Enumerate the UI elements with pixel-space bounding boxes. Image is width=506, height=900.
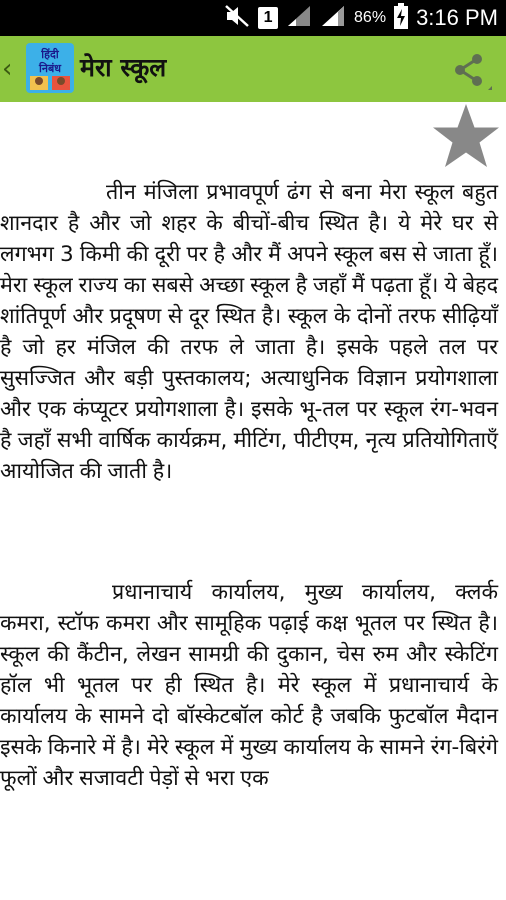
page-title: मेरा स्कूल <box>80 53 167 82</box>
signal-icon <box>320 4 346 33</box>
essay-paragraph: प्रधानाचार्य कार्यालय, मुख्य कार्यालय, क्लर्क कमरा, स्टॉफ कमरा और सामूहिक पढ़ाई कक्ष भूतल पर स्थित है। स्कूल की कैंटीन, लेखन सामग्री की दुकान, चेस रुम और स्केटिंग हॉल भी भूतल पर ही स्थित है। मेरे स्कूल में प्रधानाचार्य के कार्यालय के सामने दो बॉस्केटबॉल कोर्ट है जबकि फुटबॉल मैदान इसके किनारे में है। मेरे स्कूल में मुख्य कार्यालय के सामने रंग-बिरंगे फूलों और सजावटी पेड़ों से भरा एक <box>0 580 498 791</box>
battery-charging-icon <box>394 3 408 34</box>
chevron-left-icon[interactable]: ‹ <box>2 54 13 84</box>
share-icon <box>446 46 494 94</box>
status-bar <box>0 0 506 36</box>
signal-icon <box>286 4 312 33</box>
battery-percent: 86% <box>354 9 387 26</box>
app-icon-label-1: हिंदी <box>41 48 59 61</box>
essay-content[interactable] <box>0 102 506 820</box>
app-bar <box>0 36 506 102</box>
app-icon[interactable] <box>26 43 74 93</box>
share-button[interactable] <box>446 46 494 94</box>
clock: 3:16 PM <box>416 5 498 30</box>
star-icon <box>431 102 501 172</box>
status-icons <box>224 0 498 36</box>
favorite-button[interactable] <box>431 102 501 172</box>
mute-icon <box>224 4 250 33</box>
essay-paragraph: तीन मंजिला प्रभावपूर्ण ढंग से बना मेरा स्कूल बहुत शानदार है और जो शहर के बीचों-बीच स्थित है। ये मेरे घर से लगभग 3 किमी की दूरी पर है और मैं अपने स्कूल बस से जाता हूँ। मेरा स्कूल राज्य का सबसे अच्छा स्कूल है जहाँ मैं पढ़ता हूँ। ये बेहद शांतिपूर्ण और प्रदूषण से दूर स्थित है। स्कूल के दोनों तरफ सीढ़ियाँ है जो हर मंजिल की तरफ ले जाता है। इसके पहले तल पर सुसज्जित और बड़ी पुस्तकालय; अत्याधुनिक विज्ञान प्रयोगशाला और एक कंप्यूटर प्रयोगशाला है। इसके भू-तल पर स्कूल रंग-भवन है जहाँ सभी वार्षिक कार्यक्रम, मीटिंग, पीटीएम, नृत्य प्रतियोगिताएँ आयोजित की जाती है। <box>0 180 498 484</box>
sim-badge: 1 <box>258 7 278 29</box>
app-icon-label-2: निबंध <box>39 62 61 75</box>
